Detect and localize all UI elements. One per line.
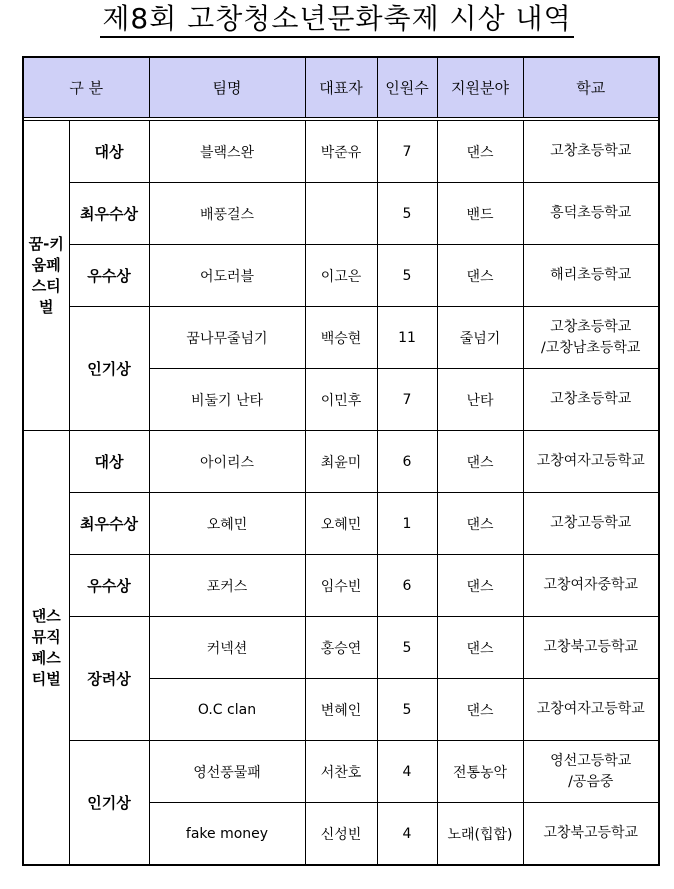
header-school: 학교	[523, 57, 659, 118]
school-name	[523, 245, 659, 307]
page-title: 제8회 고창청소년문화축제 시상 내역	[100, 2, 573, 38]
table-row	[23, 617, 659, 679]
member-count: 5	[377, 679, 437, 741]
field-name: 전통농악	[437, 741, 523, 803]
school-name-line: 고창북고등학교	[543, 825, 639, 841]
awards-body	[23, 118, 659, 866]
representative-name: 오혜민	[305, 493, 377, 555]
team-name: 블랙스완	[149, 121, 305, 183]
section-name	[23, 431, 69, 866]
award-name: 우수상	[69, 245, 149, 307]
school-name	[523, 555, 659, 617]
table-row	[23, 121, 659, 183]
school-name-line: 고창북고등학교	[543, 639, 639, 655]
school-name-line: 고창초등학교	[550, 143, 632, 159]
field-name: 줄넘기	[437, 307, 523, 369]
section-name-line: 댄스	[31, 606, 61, 625]
school-name-line: 고창고등학교	[550, 515, 632, 531]
school-name	[523, 741, 659, 803]
school-name-line: 고창여자고등학교	[536, 453, 645, 469]
award-name: 대상	[69, 121, 149, 183]
member-count: 4	[377, 741, 437, 803]
member-count: 6	[377, 431, 437, 493]
award-name: 최우수상	[69, 493, 149, 555]
section-name-line: 벌	[39, 297, 54, 316]
school-name	[523, 307, 659, 369]
team-name: 꿈나무줄넘기	[149, 307, 305, 369]
team-name: 아이리스	[149, 431, 305, 493]
member-count: 6	[377, 555, 437, 617]
award-name: 장려상	[69, 617, 149, 741]
school-name-line: 고창여자중학교	[543, 577, 639, 593]
representative-name: 박준유	[305, 121, 377, 183]
field-name: 댄스	[437, 617, 523, 679]
field-name: 댄스	[437, 493, 523, 555]
section-name-line: 스티	[31, 276, 61, 295]
team-name: 영선풍물패	[149, 741, 305, 803]
representative-name	[305, 183, 377, 245]
school-name-line: 흥덕초등학교	[550, 205, 632, 221]
award-name: 인기상	[69, 307, 149, 431]
team-name: 오혜민	[149, 493, 305, 555]
representative-name: 홍승연	[305, 617, 377, 679]
member-count: 4	[377, 803, 437, 866]
header-team: 팀명	[149, 57, 305, 118]
school-name-line: /공음중	[568, 773, 614, 790]
table-row	[23, 493, 659, 555]
member-count: 7	[377, 369, 437, 431]
field-name: 댄스	[437, 121, 523, 183]
award-name: 인기상	[69, 741, 149, 866]
field-name: 댄스	[437, 245, 523, 307]
team-name: 포커스	[149, 555, 305, 617]
member-count: 1	[377, 493, 437, 555]
page-title-wrap	[0, 2, 674, 38]
header-field: 지원분야	[437, 57, 523, 118]
section-name-line: 움페	[31, 255, 61, 274]
school-name	[523, 183, 659, 245]
member-count: 5	[377, 617, 437, 679]
table-row	[23, 307, 659, 369]
school-name-line: /고창남초등학교	[541, 339, 641, 356]
field-name: 댄스	[437, 431, 523, 493]
school-name	[523, 369, 659, 431]
school-name-line: 고창초등학교	[550, 318, 632, 335]
header-row	[23, 57, 659, 118]
table-row	[23, 183, 659, 245]
school-name	[523, 803, 659, 866]
representative-name: 백승현	[305, 307, 377, 369]
header-members: 인원수	[377, 57, 437, 118]
school-name	[523, 431, 659, 493]
school-name-line: 영선고등학교	[550, 752, 632, 769]
table-row	[23, 431, 659, 493]
representative-name: 임수빈	[305, 555, 377, 617]
member-count: 5	[377, 245, 437, 307]
member-count: 7	[377, 121, 437, 183]
table-row	[23, 245, 659, 307]
field-name: 난타	[437, 369, 523, 431]
field-name: 댄스	[437, 555, 523, 617]
field-name: 밴드	[437, 183, 523, 245]
member-count: 11	[377, 307, 437, 369]
team-name: 배풍걸스	[149, 183, 305, 245]
team-name: 커넥션	[149, 617, 305, 679]
representative-name: 신성빈	[305, 803, 377, 866]
header-representative: 대표자	[305, 57, 377, 118]
team-name: 비둘기 난타	[149, 369, 305, 431]
table-row	[23, 741, 659, 803]
school-name	[523, 679, 659, 741]
team-name: O.C clan	[149, 679, 305, 741]
school-name	[523, 121, 659, 183]
representative-name: 최윤미	[305, 431, 377, 493]
team-name: fake money	[149, 803, 305, 866]
header-category: 구 분	[23, 57, 149, 118]
school-name	[523, 493, 659, 555]
representative-name: 이민후	[305, 369, 377, 431]
section-name-line: 페스	[31, 648, 61, 667]
field-name: 노래(힙합)	[437, 803, 523, 866]
section-name-line: 꿈-키	[28, 234, 64, 253]
school-name-line: 고창초등학교	[550, 391, 632, 407]
school-name-line: 해리초등학교	[550, 267, 632, 283]
section-name	[23, 121, 69, 431]
school-name-line: 고창여자고등학교	[536, 701, 645, 717]
award-name: 대상	[69, 431, 149, 493]
representative-name: 변혜인	[305, 679, 377, 741]
member-count: 5	[377, 183, 437, 245]
award-name: 최우수상	[69, 183, 149, 245]
table-row	[23, 555, 659, 617]
representative-name: 서찬호	[305, 741, 377, 803]
awards-table	[22, 56, 660, 866]
school-name	[523, 617, 659, 679]
section-name-line: 티벌	[31, 669, 61, 688]
award-name: 우수상	[69, 555, 149, 617]
section-name-line: 뮤직	[31, 627, 61, 646]
team-name: 어도러블	[149, 245, 305, 307]
representative-name: 이고은	[305, 245, 377, 307]
field-name: 댄스	[437, 679, 523, 741]
